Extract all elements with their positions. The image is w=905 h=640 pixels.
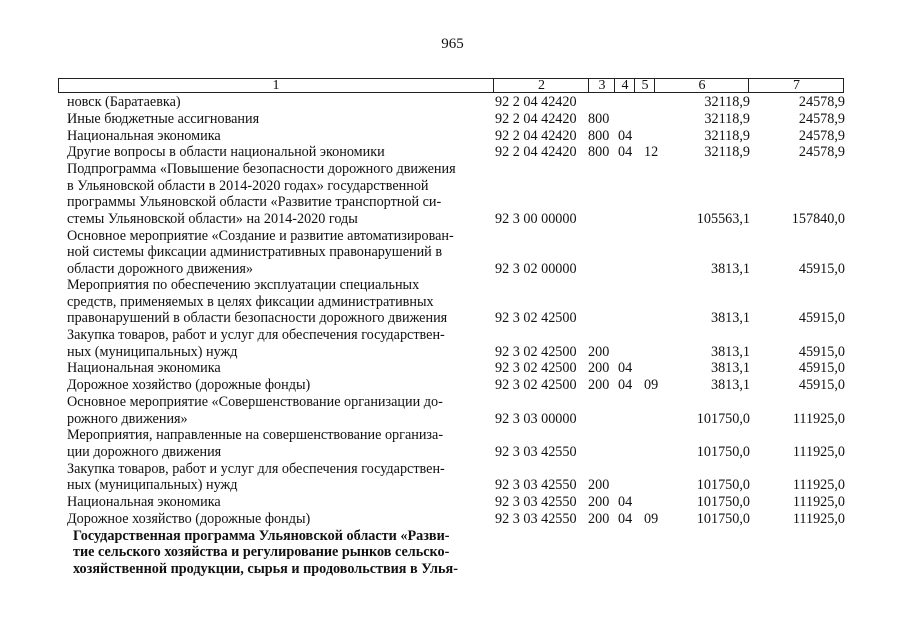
table-row	[0, 511, 905, 528]
row-code: 92 3 02 42500	[495, 343, 577, 360]
row-code: 92 3 02 00000	[495, 260, 577, 277]
description-line: Национальная экономика	[67, 493, 221, 510]
row-value-6: 32118,9	[704, 110, 750, 127]
row-description	[67, 511, 485, 528]
description-line: Подпрограмма «Повышение безопасности дорожного движения	[67, 161, 456, 178]
row-value-6: 3813,1	[710, 260, 750, 277]
row-rz: 04	[618, 510, 633, 527]
row-value-6: 32118,9	[704, 94, 750, 110]
row-vr: 800	[588, 144, 610, 161]
table-row	[0, 427, 905, 460]
description-line: Закупка товаров, работ и услуг для обеспечения государствен-	[67, 460, 445, 477]
row-code: 92 3 03 42550	[495, 443, 577, 460]
table-row	[0, 144, 905, 161]
row-code: 92 3 03 42550	[495, 477, 577, 494]
row-value-7: 111925,0	[792, 493, 845, 510]
row-vr: 200	[588, 343, 610, 360]
row-code: 92 3 02 42500	[495, 360, 577, 377]
row-value-7: 45915,0	[798, 343, 845, 360]
row-pr: 09	[644, 510, 659, 527]
table-row	[0, 161, 905, 227]
row-description	[67, 144, 485, 161]
page-number: 965	[441, 36, 464, 52]
description-line: ной системы фиксации административных правонарушений в	[67, 244, 443, 260]
row-value-7: 111925,0	[792, 477, 845, 494]
row-description	[67, 277, 485, 327]
description-line: Другие вопросы в области национальной экономики	[67, 144, 385, 161]
description-line: Основное мероприятие «Совершенствование организации до-	[67, 394, 443, 410]
row-code: 92 3 02 42500	[495, 377, 577, 394]
table-row	[0, 327, 905, 360]
row-code: 92 3 02 42500	[495, 310, 577, 327]
row-code: 92 3 03 42550	[495, 510, 577, 527]
row-vr: 200	[588, 510, 610, 527]
description-line: Мероприятия по обеспечению эксплуатации специальных	[67, 277, 420, 294]
row-value-7: 24578,9	[798, 144, 845, 161]
description-line: средств, применяемых в целях фиксации административных	[67, 293, 434, 310]
row-vr: 200	[588, 360, 610, 377]
description-line: ных (муниципальных) нужд	[67, 343, 238, 360]
row-vr: 800	[588, 127, 610, 144]
row-description	[67, 128, 485, 145]
description-line: в Ульяновской области в 2014-2020 годах» государственной	[67, 177, 429, 194]
row-vr: 800	[588, 110, 610, 127]
row-value-6: 101750,0	[696, 493, 750, 510]
header-col-7: 7	[748, 79, 844, 92]
row-value-7: 24578,9	[798, 110, 845, 127]
header-col-5: 5	[634, 79, 655, 92]
row-value-7: 24578,9	[798, 94, 845, 110]
row-description	[67, 461, 485, 494]
table-row	[0, 461, 905, 494]
row-vr: 200	[588, 493, 610, 510]
row-rz: 04	[618, 493, 633, 510]
table-row	[0, 277, 905, 327]
description-line: хозяйственной продукции, сырья и продовольствия в Улья-	[73, 560, 458, 577]
description-line: Иные бюджетные ассигнования	[67, 110, 260, 127]
row-pr: 12	[644, 144, 659, 161]
row-value-6: 101750,0	[696, 510, 750, 527]
description-line: Основное мероприятие «Создание и развитие автоматизирован-	[67, 227, 454, 244]
row-description	[67, 377, 485, 394]
row-vr: 200	[588, 477, 610, 494]
row-description	[67, 494, 485, 511]
header-col-3: 3	[588, 79, 615, 92]
row-value-7: 45915,0	[798, 310, 845, 327]
description-line: Национальная экономика	[67, 360, 221, 377]
header-col-2: 2	[493, 79, 589, 92]
row-code: 92 3 03 00000	[495, 410, 577, 427]
row-value-6: 3813,1	[710, 343, 750, 360]
table-row	[0, 94, 905, 111]
table-row	[0, 228, 905, 278]
description-line: Государственная программа Ульяновской области «Разви-	[73, 527, 450, 544]
row-value-6: 101750,0	[696, 477, 750, 494]
description-line: Закупка товаров, работ и услуг для обеспечения государствен-	[67, 327, 445, 344]
row-value-7: 111925,0	[792, 410, 845, 427]
description-line: Мероприятия, направленные на совершенствование организа-	[67, 427, 444, 444]
row-value-7: 111925,0	[792, 443, 845, 460]
description-line: рожного движения»	[67, 410, 188, 427]
header-col-4: 4	[614, 79, 635, 92]
row-description	[67, 228, 485, 278]
row-code: 92 2 04 42420	[495, 144, 577, 161]
row-vr: 200	[588, 377, 610, 394]
row-rz: 04	[618, 127, 633, 144]
row-value-7: 45915,0	[798, 360, 845, 377]
header-col-6: 6	[654, 79, 749, 92]
row-description	[67, 394, 485, 427]
description-line: Дорожное хозяйство (дорожные фонды)	[67, 377, 311, 394]
row-value-6: 3813,1	[710, 310, 750, 327]
row-value-6: 32118,9	[704, 127, 750, 144]
table-row	[0, 111, 905, 128]
table-row	[0, 394, 905, 427]
description-line: правонарушений в области безопасности дорожного движения	[67, 310, 448, 327]
row-value-7: 45915,0	[798, 260, 845, 277]
description-line: программы Ульяновской области «Развитие транспортной си-	[67, 194, 442, 211]
row-description	[67, 427, 485, 460]
description-line: стемы Ульяновской области» на 2014-2020 годы	[67, 210, 358, 227]
description-line: Дорожное хозяйство (дорожные фонды)	[67, 510, 311, 527]
row-value-6: 105563,1	[696, 210, 750, 227]
row-code: 92 3 00 00000	[495, 210, 577, 227]
row-description	[73, 528, 493, 578]
table-row	[0, 128, 905, 145]
table-row	[0, 494, 905, 511]
row-code: 92 2 04 42420	[495, 127, 577, 144]
row-value-7: 157840,0	[791, 210, 845, 227]
row-rz: 04	[618, 144, 633, 161]
row-value-6: 101750,0	[696, 410, 750, 427]
table-row	[0, 377, 905, 394]
header-col-1: 1	[272, 78, 280, 93]
description-line: новск (Баратаевка)	[67, 94, 181, 110]
row-code: 92 2 04 42420	[495, 94, 577, 110]
row-value-7: 24578,9	[798, 127, 845, 144]
row-description	[67, 111, 485, 128]
row-description	[67, 94, 485, 111]
row-description	[67, 161, 485, 227]
description-line: ных (муниципальных) нужд	[67, 477, 238, 494]
description-line: ции дорожного движения	[67, 443, 222, 460]
row-code: 92 3 03 42550	[495, 493, 577, 510]
table-header	[58, 78, 844, 93]
row-value-7: 111925,0	[792, 510, 845, 527]
description-line: области дорожного движения»	[67, 260, 253, 277]
row-value-6: 32118,9	[704, 144, 750, 161]
row-pr: 09	[644, 377, 659, 394]
row-value-6: 3813,1	[710, 377, 750, 394]
row-value-6: 101750,0	[696, 443, 750, 460]
table-row	[0, 360, 905, 377]
row-description	[67, 360, 485, 377]
row-rz: 04	[618, 360, 633, 377]
description-line: тие сельского хозяйства и регулирование рынков сельско-	[73, 544, 450, 560]
row-value-6: 3813,1	[710, 360, 750, 377]
description-line: Национальная экономика	[67, 127, 221, 144]
row-rz: 04	[618, 377, 633, 394]
table-row	[0, 528, 905, 578]
row-description	[67, 327, 485, 360]
row-value-7: 45915,0	[798, 377, 845, 394]
row-code: 92 2 04 42420	[495, 110, 577, 127]
